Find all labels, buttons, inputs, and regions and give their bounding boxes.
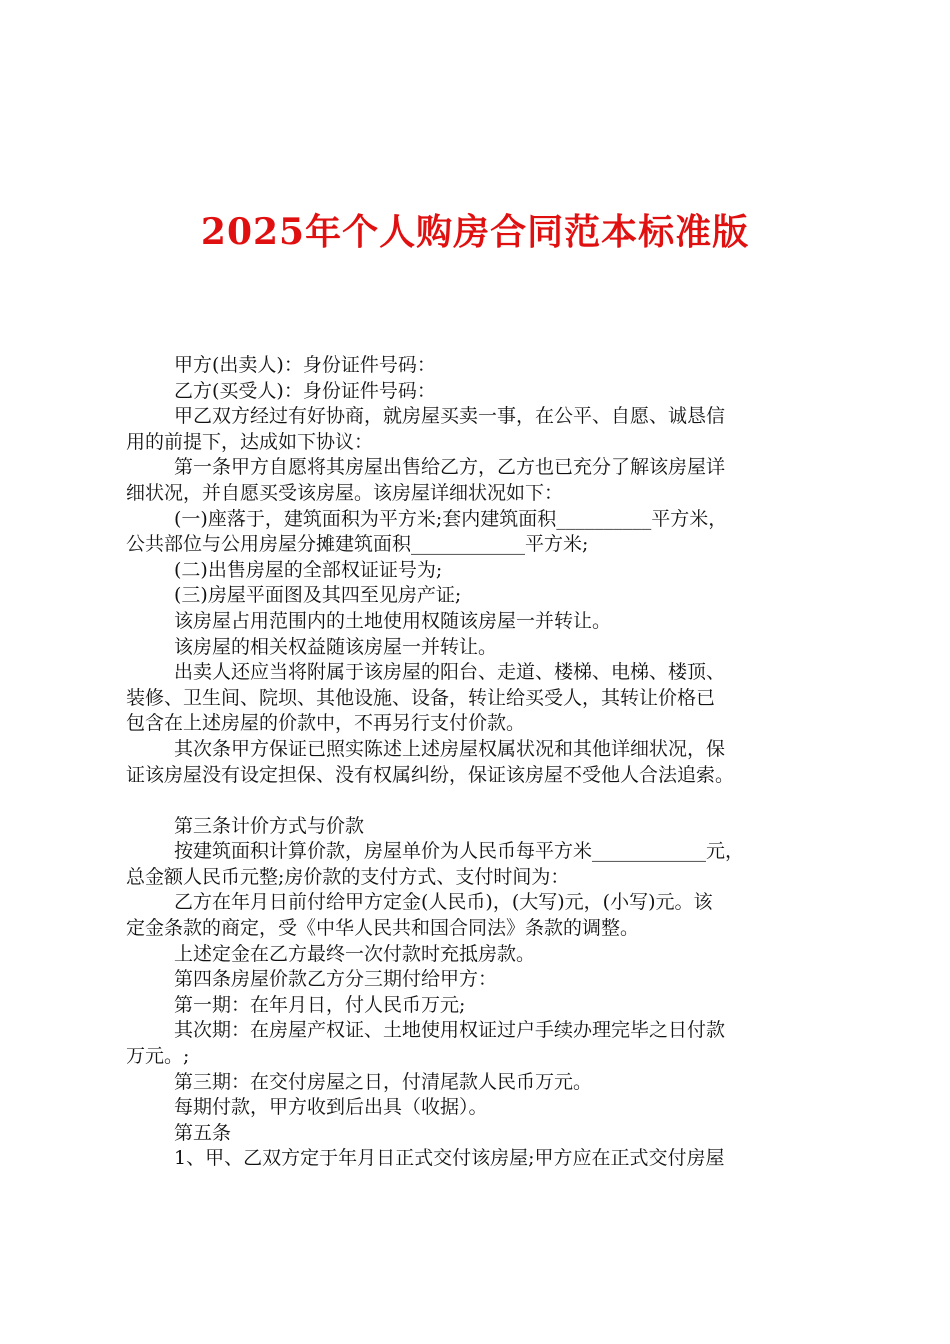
- installment-2-line: 其次期：在房屋产权证、土地使用权证过户手续办理完毕之日付款: [174, 1019, 726, 1042]
- party-b-line: 乙方(买受人)：身份证件号码：: [174, 379, 436, 402]
- paragraph-line: 该房屋的相关权益随该房屋一并转让。: [174, 635, 498, 658]
- paragraph-line: 出卖人还应当将附属于该房屋的阳台、走道、楼梯、电梯、楼顶、: [174, 661, 726, 684]
- paragraph-line: 细状况，并自愿买受该房屋。该房屋详细状况如下：: [126, 481, 564, 504]
- paragraph-line: 甲乙双方经过有好协商，就房屋买卖一事，在公平、自愿、诚恳信: [174, 405, 726, 428]
- document-title: 2025年个人购房合同范本标准版: [200, 211, 750, 253]
- paragraph-line: 总金额人民币元整;房价款的支付方式、支付时间为：: [126, 865, 570, 888]
- paragraph-line: 按建筑面积计算价款，房屋单价为人民币每平方米____________元，: [174, 840, 745, 863]
- paragraph-line: 证该房屋没有设定担保、没有权属纠纷，保证该房屋不受他人合法追索。: [126, 763, 735, 786]
- paragraph-line: 定金条款的商定，受《中华人民共和国合同法》条款的调整。: [126, 917, 640, 940]
- paragraph-line: 该房屋占用范围内的土地使用权随该房屋一并转让。: [174, 609, 612, 632]
- paragraph-line: 乙方在年月日前付给甲方定金(人民币)，(大写)元，(小写)元。该: [174, 891, 713, 914]
- paragraph-line: 装修、卫生间、院坝、其他设施、设备，转让给买受人，其转让价格已: [126, 686, 716, 709]
- clause-1-line: 1、甲、乙双方定于年月日正式交付该房屋;甲方应在正式交付房屋: [174, 1147, 725, 1170]
- paragraph-line: 包含在上述房屋的价款中，不再另行支付价款。: [126, 712, 526, 735]
- blank-line: [126, 788, 846, 814]
- installment-1-line: 第一期：在年月日，付人民币万元;: [174, 993, 466, 1016]
- article-1-line: 第一条甲方自愿将其房屋出售给乙方，乙方也已充分了解该房屋详: [174, 456, 726, 479]
- paragraph-line: 用的前提下，达成如下协议：: [126, 430, 374, 453]
- paragraph-line: 公共部位与公用房屋分摊建筑面积____________平方米;: [126, 533, 589, 556]
- item-3-line: (三)房屋平面图及其四至见房产证;: [174, 584, 462, 607]
- article-5-heading: 第五条: [174, 1121, 232, 1144]
- party-a-line: 甲方(出卖人)：身份证件号码：: [174, 354, 436, 376]
- paragraph-line: 万元。;: [126, 1045, 190, 1068]
- paragraph-line: 上述定金在乙方最终一次付款时充抵房款。: [174, 942, 536, 965]
- document-body: [126, 353, 846, 1172]
- paragraph-line: 每期付款，甲方收到后出具（收据）。: [174, 1096, 488, 1119]
- article-4-line: 第四条房屋价款乙方分三期付给甲方：: [174, 968, 498, 991]
- article-3-heading: 第三条计价方式与价款: [174, 814, 365, 837]
- article-2-line: 其次条甲方保证已照实陈述上述房屋权属状况和其他详细状况，保: [174, 737, 726, 760]
- installment-3-line: 第三期：在交付房屋之日，付清尾款人民币万元。: [174, 1070, 593, 1093]
- item-1-line: (一)座落于，建筑面积为平方米;套内建筑面积__________平方米，: [174, 507, 728, 530]
- item-2-line: (二)出售房屋的全部权证证号为;: [174, 558, 443, 581]
